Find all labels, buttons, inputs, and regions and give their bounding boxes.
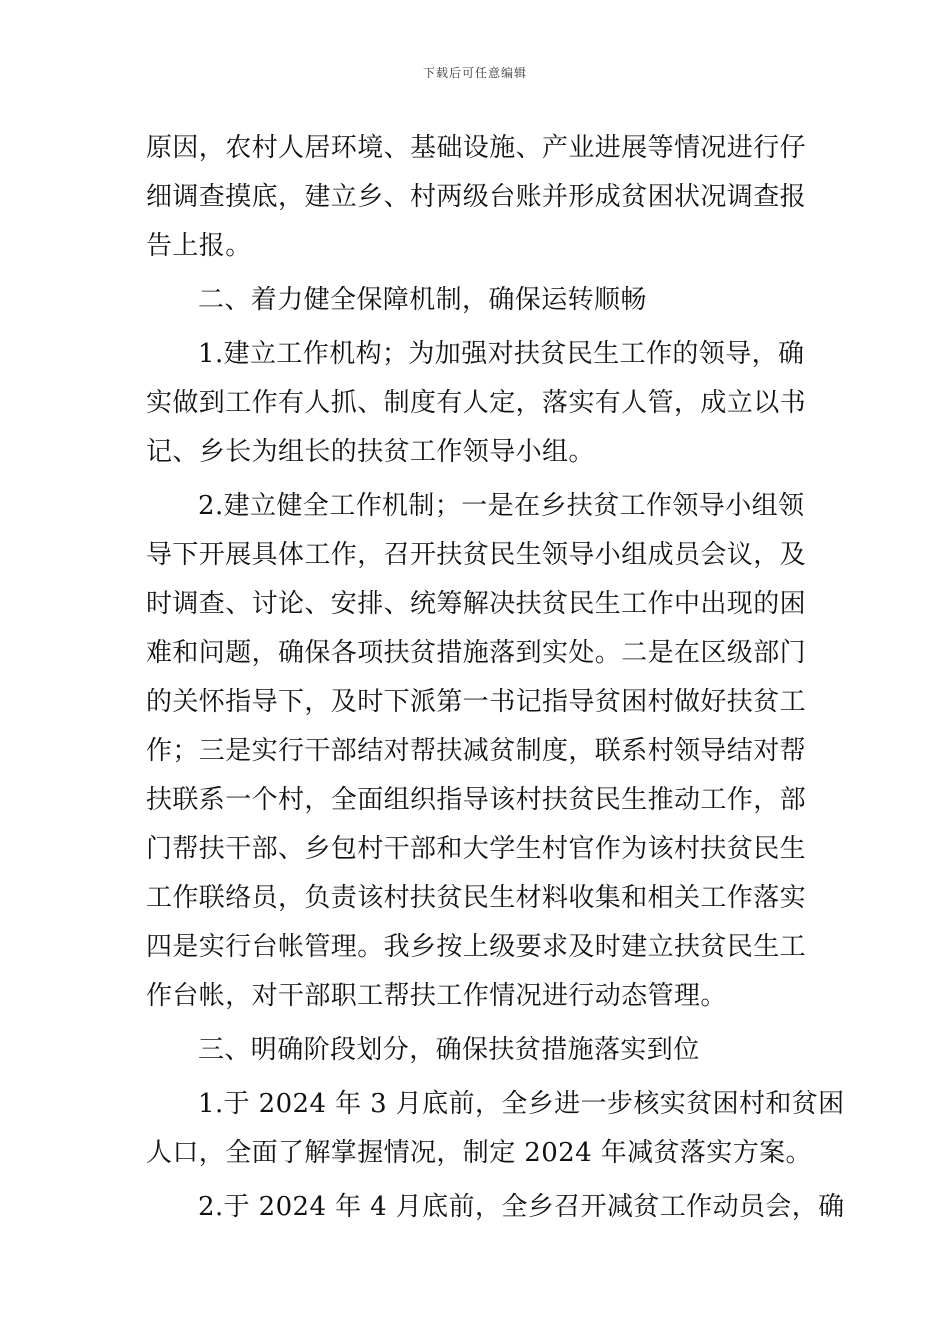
paragraph bbox=[146, 1080, 845, 1178]
text-line: 作；三是实行干部结对帮扶减贫制度，联系村领导结对帮 bbox=[146, 736, 807, 766]
text-line: 2.于 2024 年 4 月底前，全乡召开减贫工作动员会，确 bbox=[198, 1192, 845, 1222]
section-heading bbox=[146, 276, 814, 325]
text-line: 导下开展具体工作，召开扶贫民生领导小组成员会议，及 bbox=[146, 540, 807, 570]
paragraph bbox=[146, 1183, 845, 1232]
text-line: 1.于 2024 年 3 月底前，全乡进一步核实贫困村和贫困 bbox=[198, 1089, 845, 1119]
text-line: 时调查、讨论、安排、统筹解决扶贫民生工作中出现的困 bbox=[146, 589, 807, 619]
text-line: 实做到工作有人抓、制度有人定，落实有人管，成立以书 bbox=[146, 388, 807, 418]
text-line: 告上报。 bbox=[146, 231, 252, 261]
text-line: 1.建立工作机构；为加强对扶贫民生工作的领导，确 bbox=[198, 339, 805, 369]
text-line: 二、着力健全保障机制，确保运转顺畅 bbox=[198, 285, 647, 315]
document-body bbox=[146, 124, 845, 1232]
text-line: 四是实行台帐管理。我乡按上级要求及时建立扶贫民生工 bbox=[146, 932, 807, 962]
paragraph bbox=[146, 482, 814, 1021]
text-line: 的关怀指导下，及时下派第一书记指导贫困村做好扶贫工 bbox=[146, 687, 807, 717]
text-line: 作台帐，对干部职工帮扶工作情况进行动态管理。 bbox=[146, 981, 727, 1011]
text-line: 细调查摸底，建立乡、村两级台账并形成贫困状况调查报 bbox=[146, 182, 807, 212]
text-line: 门帮扶干部、乡包村干部和大学生村官作为该村扶贫民生 bbox=[146, 834, 807, 864]
text-line: 记、乡长为组长的扶贫工作领导小组。 bbox=[146, 437, 595, 467]
text-line: 工作联络员，负责该村扶贫民生材料收集和相关工作落实 bbox=[146, 883, 807, 913]
text-line: 难和问题，确保各项扶贫措施落到实处。二是在区级部门 bbox=[146, 638, 807, 668]
text-line: 2.建立健全工作机制；一是在乡扶贫工作领导小组领 bbox=[198, 491, 805, 521]
page-header: 下载后可任意编辑 bbox=[422, 66, 527, 80]
text-line: 三、明确阶段划分，确保扶贫措施落实到位 bbox=[198, 1035, 700, 1065]
paragraph bbox=[146, 124, 814, 271]
text-line: 原因，农村人居环境、基础设施、产业进展等情况进行仔 bbox=[146, 133, 807, 163]
paragraph bbox=[146, 330, 814, 477]
section-heading bbox=[146, 1026, 814, 1075]
text-line: 扶联系一个村，全面组织指导该村扶贫民生推动工作，部 bbox=[146, 785, 807, 815]
text-line: 人口，全面了解掌握情况，制定 2024 年减贫落实方案。 bbox=[146, 1138, 812, 1168]
